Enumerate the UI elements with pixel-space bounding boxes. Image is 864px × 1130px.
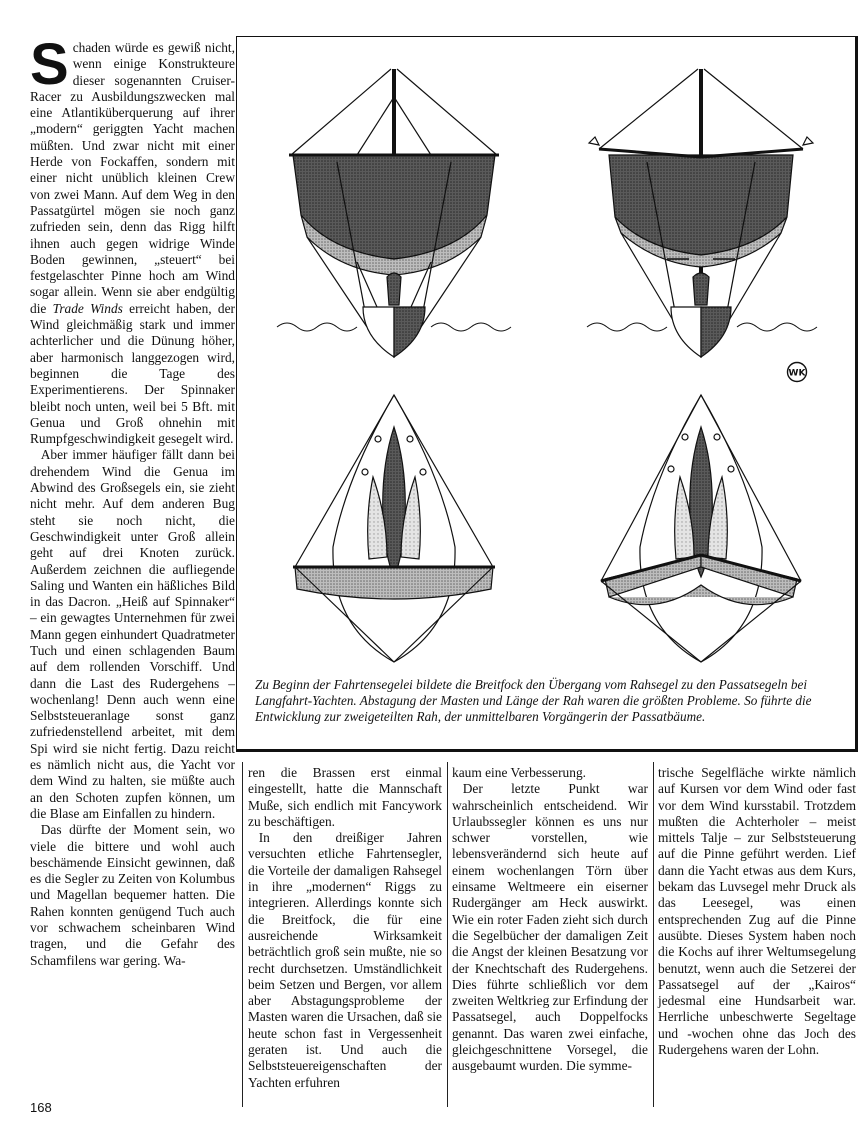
signature-text: WK	[788, 368, 806, 379]
plan-view-split-yard	[601, 395, 801, 662]
front-view-split-yard	[587, 69, 817, 357]
figure-caption: Zu Beginn der Fahrtensegelei bildete die Breitfock den Übergang vom Rahsegel zu den Passatsegeln bei Langfahrt-Yachten. Abstagung der Masten und Länge der Rah waren die größten Probleme. So führte die Entwicklung zur zweigeteilten Rah, der unmittelbaren Vorgängerin der Passatbäume.	[255, 677, 812, 724]
paragraph	[30, 32, 235, 447]
article-column-1	[30, 32, 235, 969]
paragraph-text: erreicht haben, der Wind gleichmäßig stark und immer achterlicher und die Dünung höher, aber harmonisch langgezogen wird, beginnen die Tage des Experimentierens. Der Spinnaker bleibt noch unten, weil bei 5 Bft. mit Genua und Groß ohnehin mit Rumpfgeschwindigkeit gesegelt wird.	[30, 300, 235, 447]
front-view-breitfock	[277, 69, 511, 357]
paragraph-text: chaden würde es gewiß nicht, wenn einige Konstrukteure dieser sogenannten Cruiser-Racer zu Ausbildungszwecken mal eine Atlantiküberquerung auf ihrer „modern“ geriggten Yacht machen müßten. Und zwar nicht mit einer Herde von Fockaffen, sondern mit einer nicht unüblich kleinen Crew von zwei Mann. Auf dem Weg in den Passatgürtel mögen sie noch ganz zufrieden sein, denn das Rigg hilft ihnen auch gegen widrige Winde Boden gewinnen, „steuert“ bei festgelaschter Pinne hoch am Wind sogar allein. Wenn sie aber endgültig die	[30, 40, 235, 316]
column-divider	[447, 762, 448, 1107]
article-column-2	[248, 765, 442, 1091]
figure-box	[236, 36, 858, 752]
paragraph: ren die Brassen erst einmal eingestellt, hatte die Mannschaft Muße, sich endlich mit Fancywork zu beschäftigen.	[248, 765, 442, 829]
page-number: 168	[30, 1100, 52, 1115]
plan-view-breitfock	[293, 395, 495, 662]
paragraph: kaum eine Verbesserung.	[452, 765, 586, 780]
column-divider	[653, 762, 654, 1107]
article-column-4	[658, 765, 856, 1058]
rig-illustration	[237, 37, 855, 749]
paragraph: Das dürfte der Moment sein, wo viele die bittere und wohl auch beschämende Einsicht gewinnen, daß es die Segler zu Zeiten von Kolumbus und Magellan bequemer hatten. Die Rahen konnten genügend Tuch auch vor schwachem scheinbaren Wind tragen, und die Gefahr des Schamfilens war gering. Wa-	[30, 822, 235, 968]
paragraph: Der letzte Punkt war wahrscheinlich entscheidend. Wir Urlaubssegler können es uns nur schwer vorstellen, wie lebensverändernd sich heute auf einem wochenlangen Törn über einsame Weltmeere ein eiserner Rudergänger am Heck auswirkt. Wie ein roter Faden zieht sich durch die Segelbücher der damaligen Zeit die Angst der kleinen Besatzung vor der Knechtschaft des Rudergehens. Dies führte schließlich vor dem zweiten Weltkrieg zur Erfindung der Passatsegel, auch Doppelfocks genannt. Das waren zwei einfache, gleichgeschnittene Vorsegel, die ausgebaumt wurden. Die symme-	[452, 781, 648, 1074]
paragraph: trische Segelfläche wirkte nämlich auf Kursen vor dem Wind oder fast vor dem Wind kursstabil. Trotzdem mußten die Achterholer – meist mittels Talje – zur Selbststeuerung auf die Pinne geführt werden. Lief dann die Yacht etwas aus dem Kurs, bekam das Luvsegel mehr Druck als das Leesegel, was einen entsprechenden Zug auf die Pinne ausübte. Dieses System haben noch die Kochs auf ihrer Weltumsegelung benutzt, wenn auch die Setzerei der Passatsegel auf der „Kairos“ jedesmal eine Hundsarbeit war. Herrliche unbeschwerte Segeltage und -wochen ohne das Joch des Rudergehens waren der Lohn.	[658, 765, 856, 1058]
article-column-3	[452, 765, 648, 1075]
column-divider	[242, 762, 243, 1107]
italic-term: Trade Winds	[52, 300, 123, 316]
paragraph: Aber immer häufiger fällt dann bei drehendem Wind die Genua im Abwind des Großsegels ein, sie zieht nicht mehr. Auf dem anderen Bug steht sie noch nicht, die Geschwindigkeit unter Groß allein geht auf drei Knoten zurück. Außerdem zeichnen die aufliegende Saling und Wanten ein häßliches Bild in das Dacron. „Heiß auf Spinnaker“ – ein gewagtes Unternehmen für zwei Mann gegen einhundert Quadratmeter Tuch und einen schlagenden Baum auf dem rollenden Vorschiff. Und dann die Last des Rudergehens – wochenlang! Denn auch wenn eine Selbststeueranlage sonst ganz zufriedenstellend arbeitet, mit dem Spi wird sie nicht fertig. Dazu reicht es nämlich nicht aus, die Yacht vor dem Wind zu halten, sie müßte auch an den Schoten zupfen können, um die Blase am Einfallen zu hindern.	[30, 447, 235, 821]
drop-cap: S	[30, 32, 69, 97]
paragraph: In den dreißiger Jahren versuchten etliche Fahrtensegler, die Vorteile der damaligen Rahsegel in ihre „modernen“ Riggs zu integrieren. Allerdings konnte sich die Breitfock, die für eine ausreichende Wirksamkeit beträchtlich groß sein mußte, nie so recht durchsetzen. Umständlichkeit beim Setzen und Bergen, vor allem aber Abstagungsprobleme der Masten waren die Ursachen, daß sie heute schon fast in Vergessenheit geraten ist. Und auch die Selbststeuereigenschaften der Yachten erfuhren	[248, 830, 442, 1090]
illustrator-signature	[785, 361, 809, 383]
